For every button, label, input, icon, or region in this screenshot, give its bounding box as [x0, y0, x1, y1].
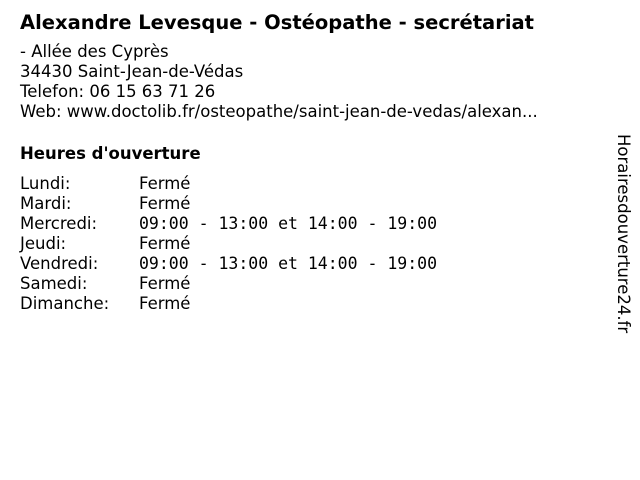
day-label: Samedi:: [20, 274, 88, 293]
website-link[interactable]: Web: www.doctolib.fr/osteopathe/saint-jean-de-vedas/alexan...: [20, 102, 538, 121]
day-hours: Fermé: [139, 294, 191, 313]
opening-hours-table: [20, 174, 437, 314]
day-hours: Fermé: [139, 234, 191, 253]
day-hours: 09:00 - 13:00 et 14:00 - 19:00: [139, 254, 438, 273]
day-label: Mardi:: [20, 194, 72, 213]
day-label: Lundi:: [20, 174, 71, 193]
hours-row-sunday: [20, 294, 437, 314]
hours-row-friday: [20, 254, 437, 274]
phone-number: Telefon: 06 15 63 71 26: [20, 82, 216, 101]
day-hours: 09:00 - 13:00 et 14:00 - 19:00: [139, 214, 438, 233]
hours-row-thursday: [20, 234, 437, 254]
day-hours: Fermé: [139, 274, 191, 293]
day-label: Vendredi:: [20, 254, 99, 273]
day-label: Mercredi:: [20, 214, 98, 233]
day-label: Dimanche:: [20, 294, 110, 313]
site-watermark: Horairesdouverture24.fr: [614, 134, 633, 334]
hours-row-monday: [20, 174, 437, 194]
business-name: Alexandre Levesque - Ostéopathe - secrétariat: [20, 11, 534, 34]
business-info: [20, 42, 538, 122]
opening-hours-heading: Heures d'ouverture: [20, 144, 201, 163]
hours-row-saturday: [20, 274, 437, 294]
address-street: - Allée des Cyprès: [20, 42, 169, 61]
day-hours: Fermé: [139, 194, 191, 213]
hours-row-wednesday: [20, 214, 437, 234]
day-label: Jeudi:: [20, 234, 67, 253]
day-hours: Fermé: [139, 174, 191, 193]
hours-row-tuesday: [20, 194, 437, 214]
address-city: 34430 Saint-Jean-de-Védas: [20, 62, 244, 81]
